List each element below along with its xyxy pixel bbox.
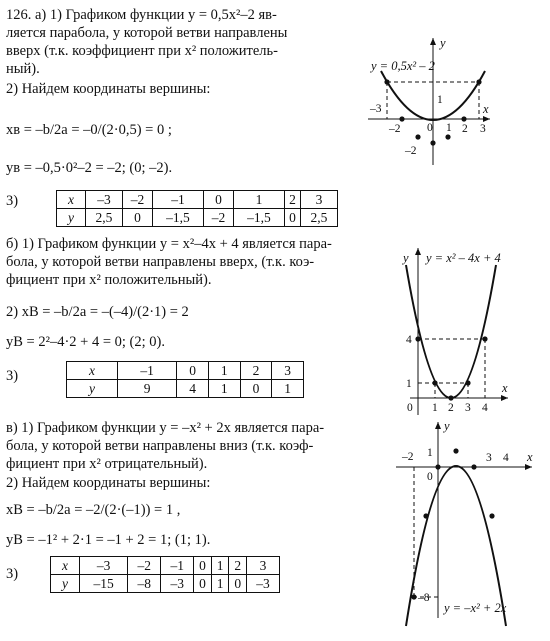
graph-a-tick-neg2: –2	[389, 123, 401, 135]
table-a-x-label: x	[57, 191, 86, 209]
graph-c-point	[411, 594, 416, 599]
graph-a-equation: y = 0,5x² – 2	[371, 59, 435, 73]
table-b-y-label: y	[67, 380, 118, 398]
table-c-y-cell: –15	[80, 575, 128, 593]
graph-c-point	[435, 464, 440, 469]
graph-b-tick-y4: 4	[406, 334, 412, 346]
problem-a-line-4: ный).	[6, 61, 40, 77]
graph-b-tick-1: 1	[432, 402, 438, 414]
problem-c-vertex-heading: 2) Найдем координаты вершины:	[6, 475, 211, 491]
table-c-x-cell: 1	[211, 557, 229, 575]
graph-a-tick-neg3: –3	[370, 103, 382, 115]
table-b-y-cell: 0	[240, 380, 272, 398]
table-a-y-cell: –1,5	[233, 209, 284, 227]
table-c-x-label: x	[51, 557, 80, 575]
graph-b-tick-2: 2	[448, 402, 454, 414]
graph-c-tick-neg2: –2	[402, 451, 414, 463]
table-c-y-label: y	[51, 575, 80, 593]
graph-c-point	[453, 448, 458, 453]
graph-a-tick-2: 2	[462, 123, 468, 135]
table-c-x-cell: –1	[161, 557, 194, 575]
table-b-x-cell: –1	[118, 362, 177, 380]
problem-b-xv-formula: 2) xВ = –b/2a = –(–4)/(2·1) = 2	[6, 304, 189, 320]
graph-c-tick-3: 3	[486, 452, 492, 464]
graph-c-tick-0: 0	[427, 471, 433, 483]
table-b-x-label: x	[67, 362, 118, 380]
graph-c-point	[471, 464, 476, 469]
problem-b-yv-formula: yВ = 2²–4·2 + 4 = 0; (2; 0).	[6, 334, 165, 350]
table-b-y-cell: 1	[272, 380, 304, 398]
graph-c-x-label: x	[527, 450, 533, 464]
table-b-x-cell: 3	[272, 362, 304, 380]
problem-a-vertex-heading: 2) Найдем координаты вершины:	[6, 81, 211, 97]
graph-b-tick-0: 0	[407, 402, 413, 414]
table-a-y-cell: 0	[122, 209, 152, 227]
table-c-y-cell: 0	[194, 575, 212, 593]
table-c-y-cell: –8	[128, 575, 161, 593]
graph-b-tick-y1: 1	[406, 378, 412, 390]
problem-b-line-3: фициент при x² положительный).	[6, 272, 212, 288]
graph-b-tick-4: 4	[482, 402, 488, 414]
table-b-y-cell: 1	[208, 380, 240, 398]
graph-a-tick-0: 0	[427, 122, 433, 134]
graph-c-tick-y1: 1	[427, 447, 433, 459]
table-c-y-cell: –3	[161, 575, 194, 593]
problem-a-line-1: 126. а) 1) Графиком функции y = 0,5x²–2 яв-	[6, 7, 277, 23]
table-a-x-cell: 2	[284, 191, 300, 209]
table-b-y-cell: 4	[177, 380, 209, 398]
graph-b-tick-3: 3	[465, 402, 471, 414]
table-c-x-cell: –2	[128, 557, 161, 575]
problem-c-xv-formula: xВ = –b/2a = –2/(2·(–1)) = 1 ,	[6, 502, 181, 518]
table-c-x-cell: 2	[229, 557, 247, 575]
table-c-x-cell: 0	[194, 557, 212, 575]
table-a-x-cell: 1	[233, 191, 284, 209]
table-a-y-cell: –1,5	[152, 209, 203, 227]
problem-a-line-2: ляется парабола, у которой ветви направлены	[6, 25, 288, 41]
graph-c-y-label: y	[444, 419, 450, 433]
table-a-x-cell: –1	[152, 191, 203, 209]
problem-a-xv-formula: xв = –b/2a = –0/(2·0,5) = 0 ;	[6, 122, 172, 138]
graph-a-tick-3: 3	[480, 123, 486, 135]
table-c-y-cell: 0	[229, 575, 247, 593]
table-c-y-cell: –3	[247, 575, 280, 593]
problem-c-line-1: в) 1) Графиком функции y = –x² + 2x является пара-	[6, 420, 325, 436]
table-a-y-cell: 0	[284, 209, 300, 227]
graph-b-x-label: x	[502, 381, 508, 395]
table-b-label: 3)	[6, 368, 19, 384]
table-a-x-cell: 3	[300, 191, 337, 209]
graph-a-tick-1: 1	[446, 122, 452, 134]
table-a-x-cell: –2	[122, 191, 152, 209]
table-a-y-label: y	[57, 209, 86, 227]
problem-c-yv-formula: yВ = –1² + 2·1 = –1 + 2 = 1; (1; 1).	[6, 532, 211, 548]
table-b-x-cell: 1	[208, 362, 240, 380]
table-c-x-cell: –3	[80, 557, 128, 575]
graph-a-x-label: x	[483, 102, 489, 116]
table-a-x-cell: –3	[86, 191, 123, 209]
table-a-y-cell: –2	[203, 209, 233, 227]
problem-c-line-2: бола, у которой ветви направлены вниз (т.к. коэф-	[6, 438, 314, 454]
graph-c-tick-4: 4	[503, 452, 509, 464]
table-b-x-cell: 0	[177, 362, 209, 380]
graph-b-y-label: y	[403, 251, 409, 265]
problem-a-yv-formula: yв = –0,5·0²–2 = –2; (0; –2).	[6, 160, 173, 176]
graph-c-equation: y = –x² + 2x	[444, 601, 507, 615]
graph-a-tick-neg2-y: –2	[405, 145, 417, 157]
problem-a-line-3: вверх (т.к. коэффициент при x² положитель-	[6, 43, 278, 59]
graph-c-x-arrow-icon	[525, 464, 532, 470]
graph-c-point	[423, 513, 428, 518]
table-b-y-cell: 9	[118, 380, 177, 398]
graph-c-tick-neg8: –8	[418, 592, 430, 604]
graph-c-y-arrow-icon	[435, 422, 441, 429]
problem-b-line-2: бола, у которой ветви направлены вверх, (т.к. коэ-	[6, 254, 315, 270]
table-c-x-cell: 3	[247, 557, 280, 575]
problem-c-line-3: фициент при x² отрицательный).	[6, 456, 208, 472]
graph-b-equation: y = x² – 4x + 4	[426, 251, 501, 265]
table-a-y-cell: 2,5	[86, 209, 123, 227]
table-a-label: 3)	[6, 193, 19, 209]
table-a-x-cell: 0	[203, 191, 233, 209]
table-c-y-cell: 1	[211, 575, 229, 593]
table-a-y-cell: 2,5	[300, 209, 337, 227]
table-b-x-cell: 2	[240, 362, 272, 380]
graph-a-tick-y1: 1	[437, 94, 443, 106]
problem-b-line-1: б) 1) Графиком функции y = x²–4x + 4 является пара-	[6, 236, 332, 252]
graph-c-point	[489, 513, 494, 518]
graph-a-y-label: y	[440, 36, 446, 50]
table-c-label: 3)	[6, 566, 19, 582]
